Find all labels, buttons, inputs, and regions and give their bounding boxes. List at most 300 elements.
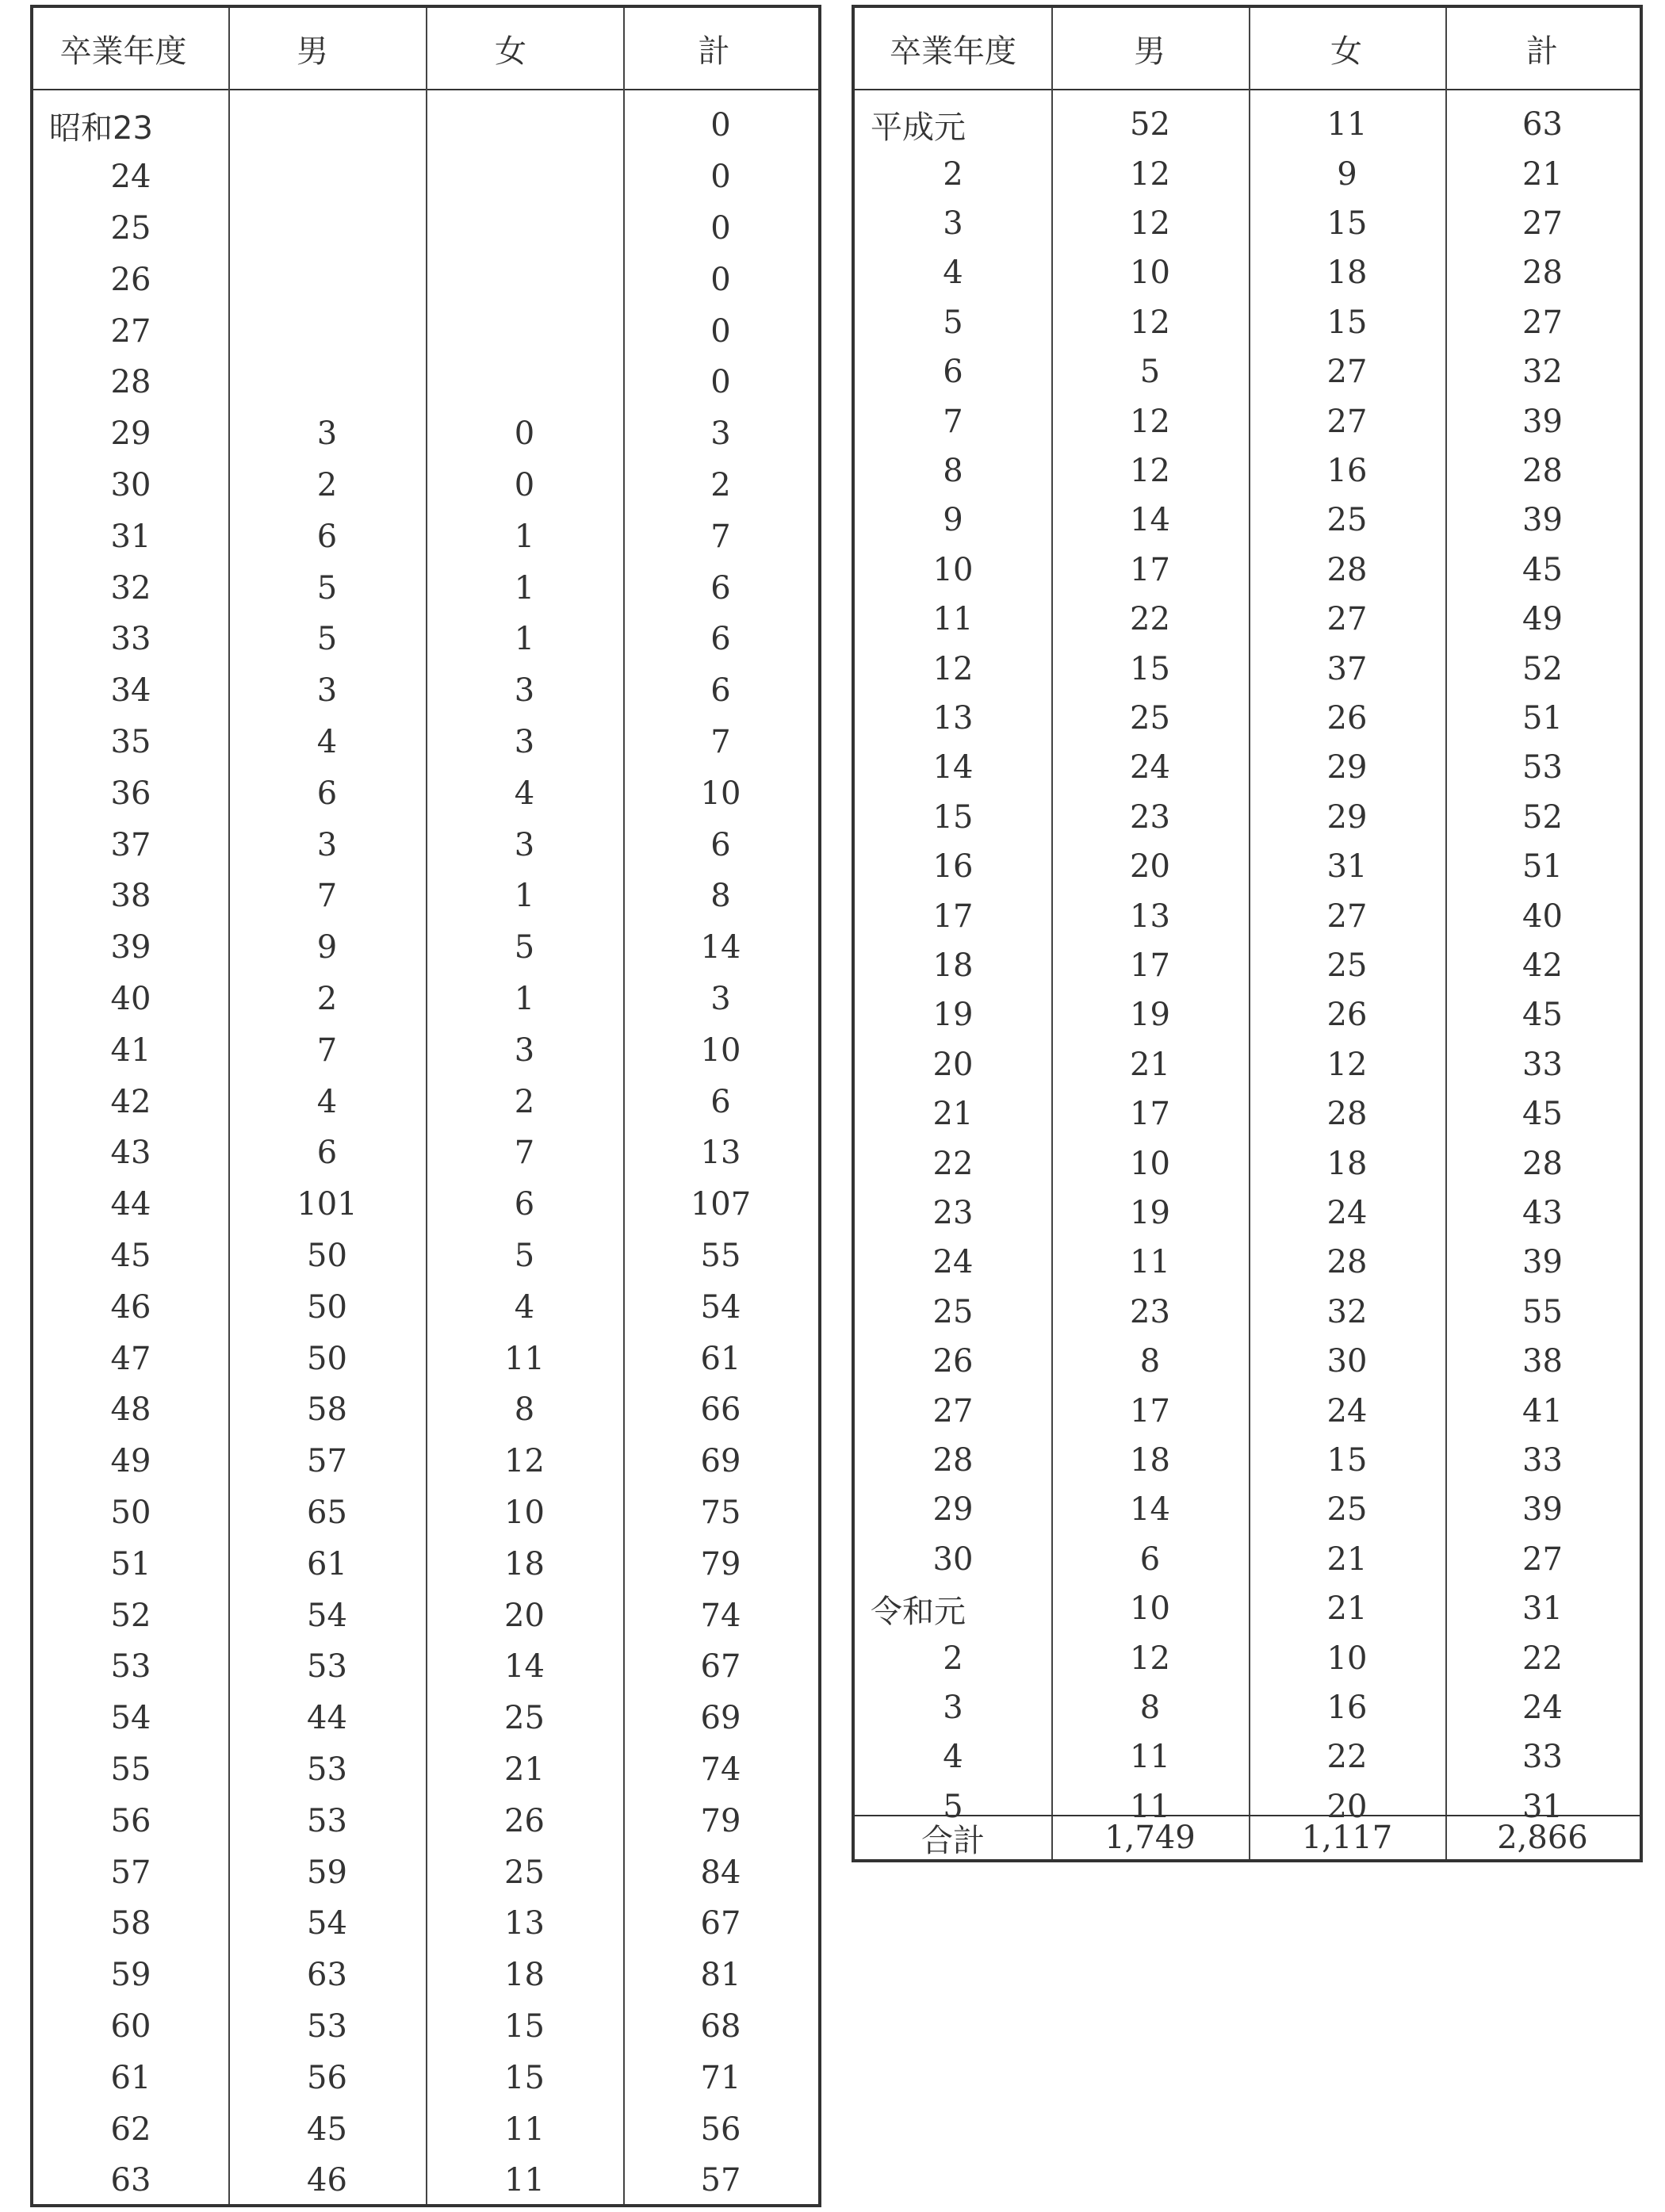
table-row	[855, 743, 1640, 792]
cell-male: 53	[307, 1648, 347, 1686]
table-row	[855, 1683, 1640, 1732]
cell-female: 1	[514, 569, 535, 607]
cell-male: 50	[307, 1237, 347, 1274]
cell-total: 39	[1522, 502, 1563, 539]
cell-male: 58	[307, 1391, 347, 1429]
table-row	[855, 1436, 1640, 1485]
cell-male: 45	[307, 2111, 347, 2148]
cell-total: 39	[1522, 403, 1563, 440]
cell-year: 24	[932, 1244, 974, 1281]
cell-year: 28	[110, 364, 151, 401]
table-row	[33, 1693, 818, 1744]
cell-female: 21	[1326, 1590, 1368, 1628]
cell-female: 11	[504, 2111, 545, 2148]
cell-male: 54	[307, 1905, 347, 1942]
table-row	[855, 298, 1640, 347]
cell-male: 23	[1130, 1293, 1170, 1330]
cell-total: 27	[1522, 205, 1563, 242]
table-row	[33, 1179, 818, 1230]
cell-year: 30	[110, 466, 151, 503]
cell-male: 18	[1130, 1441, 1170, 1479]
cell-male: 6	[1139, 1540, 1161, 1578]
cell-total: 6	[710, 569, 731, 607]
cell-total: 28	[1522, 452, 1563, 489]
cell-female: 12	[1326, 1046, 1368, 1083]
cell-female: 15	[1326, 304, 1368, 341]
cell-female: 1	[514, 621, 535, 658]
cell-male: 6	[316, 518, 338, 555]
table-row	[33, 1538, 818, 1590]
cell-female: 26	[504, 1802, 545, 1839]
cell-male: 9	[316, 929, 338, 966]
cell-male: 20	[1130, 848, 1170, 886]
cell-female: 11	[1326, 106, 1368, 144]
cell-female: 11	[504, 1340, 545, 1377]
cell-year: 4	[943, 1739, 963, 1776]
cell-year: 30	[932, 1540, 974, 1578]
cell-total: 27	[1522, 1540, 1563, 1578]
cell-year: 50	[110, 1494, 151, 1531]
table-row	[855, 793, 1640, 842]
cell-total: 68	[700, 2007, 741, 2045]
cell-female: 13	[504, 1905, 545, 1942]
cell-female: 0	[514, 466, 535, 503]
table-row	[33, 203, 818, 254]
table-row	[855, 1139, 1640, 1188]
cell-year: 令和元	[871, 1593, 966, 1630]
cell-total: 52	[1522, 650, 1563, 687]
cell-total: 55	[700, 1237, 741, 1274]
cell-year: 25	[110, 209, 151, 247]
cell-female: 15	[504, 2059, 545, 2096]
cell-year: 23	[932, 1194, 974, 1231]
cell-year: 54	[110, 1700, 151, 1737]
cell-year: 28	[932, 1441, 974, 1479]
cell-year: 16	[932, 848, 974, 886]
cell-total: 45	[1522, 1096, 1563, 1133]
table-row	[33, 1744, 818, 1796]
cell-male: 5	[1139, 354, 1161, 391]
cell-male: 22	[1130, 601, 1170, 638]
cell-year: 38	[110, 878, 151, 915]
cell-year: 18	[932, 947, 974, 984]
cell-year: 15	[932, 798, 974, 836]
cell-female: 20	[1326, 1788, 1368, 1825]
cell-female: 0	[514, 415, 535, 453]
table-row	[33, 2155, 818, 2206]
cell-male: 19	[1130, 997, 1170, 1034]
table-row	[855, 1633, 1640, 1682]
cell-year: 14	[932, 749, 974, 786]
table-row	[33, 562, 818, 614]
cell-female: 27	[1326, 403, 1368, 440]
cell-female: 28	[1326, 1096, 1368, 1133]
header-female: 女	[495, 33, 526, 70]
table-row	[855, 446, 1640, 496]
table-row	[33, 1487, 818, 1539]
cell-female	[426, 305, 623, 357]
cell-female: 25	[1326, 947, 1368, 984]
cell-year: 4	[943, 254, 963, 292]
cell-male: 14	[1130, 1491, 1170, 1529]
cell-total: 33	[1522, 1739, 1563, 1776]
cell-female: 24	[1326, 1194, 1368, 1231]
table-row	[33, 767, 818, 819]
table-row	[33, 1436, 818, 1487]
cell-male: 12	[1130, 403, 1170, 440]
cell-female: 15	[1326, 1441, 1368, 1479]
cell-total: 2	[710, 466, 731, 503]
cell-male: 12	[1130, 205, 1170, 242]
cell-female: 4	[514, 775, 535, 812]
cell-female: 18	[504, 1957, 545, 1994]
cell-total: 0	[710, 209, 731, 247]
cell-total: 52	[1522, 798, 1563, 836]
cell-male: 46	[307, 2162, 347, 2199]
cell-year: 61	[110, 2059, 151, 2096]
table-row	[855, 100, 1640, 149]
cell-male: 15	[1130, 650, 1170, 687]
cell-year: 13	[932, 699, 974, 737]
cell-year: 47	[110, 1340, 151, 1377]
cell-total: 10	[700, 775, 741, 812]
cell-total: 40	[1522, 897, 1563, 935]
cell-year: 37	[110, 826, 151, 863]
cell-total: 74	[700, 1597, 741, 1634]
cell-male: 7	[316, 1031, 338, 1069]
cell-male: 61	[307, 1545, 347, 1582]
cell-year: 27	[932, 1392, 974, 1429]
cell-male: 59	[307, 1854, 347, 1891]
cell-year: 48	[110, 1391, 151, 1429]
table-row	[33, 1076, 818, 1127]
cell-female: 1	[514, 878, 535, 915]
cell-female: 9	[1337, 155, 1357, 193]
cell-year: 58	[110, 1905, 151, 1942]
cell-total: 31	[1522, 1590, 1563, 1628]
cell-total: 69	[700, 1443, 741, 1480]
cell-male: 6	[316, 1135, 338, 1172]
cell-male	[228, 203, 426, 254]
table-row	[33, 1950, 818, 2001]
cell-male: 24	[1130, 749, 1170, 786]
cell-male: 12	[1130, 155, 1170, 193]
cell-year: 25	[932, 1293, 974, 1330]
cell-male	[228, 305, 426, 357]
cell-year: 29	[932, 1491, 974, 1529]
cell-year: 43	[110, 1135, 151, 1172]
cell-total: 57	[700, 2162, 741, 2199]
cell-year: 22	[932, 1145, 974, 1182]
cell-total: 49	[1522, 601, 1563, 638]
cell-male	[228, 100, 426, 151]
cell-total: 39	[1522, 1244, 1563, 1281]
table-row	[33, 1024, 818, 1076]
cell-total: 51	[1522, 699, 1563, 737]
cell-male: 8	[1139, 1343, 1161, 1380]
table-row	[855, 644, 1640, 693]
cell-male: 12	[1130, 304, 1170, 341]
cell-female: 15	[504, 2007, 545, 2045]
grand-total-row	[855, 1815, 1640, 1859]
cell-year: 26	[110, 261, 151, 298]
cell-total: 71	[700, 2059, 741, 2096]
table-row	[33, 305, 818, 357]
cell-total: 0	[710, 159, 731, 196]
cell-total: 3	[710, 980, 731, 1017]
cell-female: 28	[1326, 1244, 1368, 1281]
cell-total: 7	[710, 518, 731, 555]
cell-total: 6	[710, 621, 731, 658]
table-row	[855, 545, 1640, 595]
cell-total: 0	[710, 261, 731, 298]
cell-female: 26	[1326, 699, 1368, 737]
cell-year: 51	[110, 1545, 151, 1582]
cell-female: 25	[504, 1700, 545, 1737]
cell-female	[426, 357, 623, 408]
table-row	[855, 1535, 1640, 1584]
cell-male: 12	[1130, 1640, 1170, 1677]
cell-male: 10	[1130, 254, 1170, 292]
grand-total-total: 2,866	[1497, 1820, 1588, 1856]
cell-year: 63	[110, 2162, 151, 2199]
grand-total-female: 1,117	[1301, 1820, 1393, 1856]
cell-year: 3	[943, 1689, 963, 1726]
cell-total: 32	[1522, 354, 1563, 391]
cell-female: 20	[504, 1597, 545, 1634]
cell-male: 4	[316, 1083, 338, 1120]
cell-female: 8	[514, 1391, 535, 1429]
cell-total: 84	[700, 1854, 741, 1891]
cell-male: 2	[316, 466, 338, 503]
cell-male: 8	[1139, 1689, 1161, 1726]
cell-year: 11	[932, 601, 974, 638]
cell-female: 25	[1326, 1491, 1368, 1529]
cell-total: 31	[1522, 1788, 1563, 1825]
cell-total: 43	[1522, 1194, 1563, 1231]
cell-female: 10	[1326, 1640, 1368, 1677]
cell-year: 5	[943, 304, 963, 341]
table-row	[855, 1188, 1640, 1238]
cell-total: 14	[700, 929, 741, 966]
cell-year: 46	[110, 1288, 151, 1326]
table-row	[855, 891, 1640, 940]
cell-total: 42	[1522, 947, 1563, 984]
cell-year: 52	[110, 1597, 151, 1634]
cell-year: 36	[110, 775, 151, 812]
cell-male: 6	[316, 775, 338, 812]
cell-female: 5	[514, 929, 535, 966]
cell-male: 21	[1130, 1046, 1170, 1083]
table-row	[33, 922, 818, 974]
cell-total: 75	[700, 1494, 741, 1531]
table-row	[33, 408, 818, 460]
table-row	[855, 595, 1640, 644]
cell-female: 14	[504, 1648, 545, 1686]
table-row	[855, 1386, 1640, 1435]
cell-year: 24	[110, 159, 151, 196]
cell-female	[426, 203, 623, 254]
cell-male: 17	[1130, 947, 1170, 984]
table-row	[33, 974, 818, 1025]
cell-female: 16	[1326, 1689, 1368, 1726]
cell-male: 52	[1130, 106, 1170, 144]
cell-total: 0	[710, 364, 731, 401]
cell-year: 9	[943, 502, 963, 539]
cell-year: 49	[110, 1443, 151, 1480]
cell-male: 53	[307, 2007, 347, 2045]
cell-total: 55	[1522, 1293, 1563, 1330]
cell-female: 7	[514, 1135, 535, 1172]
cell-male: 11	[1130, 1788, 1170, 1825]
cell-total: 54	[700, 1288, 741, 1326]
table-row	[855, 694, 1640, 743]
cell-year: 40	[110, 980, 151, 1017]
cell-male: 25	[1130, 699, 1170, 737]
cell-female: 12	[504, 1443, 545, 1480]
cell-male: 17	[1130, 1096, 1170, 1133]
cell-male: 65	[307, 1494, 347, 1531]
cell-total: 6	[710, 826, 731, 863]
cell-year: 33	[110, 621, 151, 658]
cell-year: 42	[110, 1083, 151, 1120]
table-row	[33, 1898, 818, 1950]
header-female: 女	[1330, 33, 1362, 70]
cell-year: 53	[110, 1648, 151, 1686]
cell-male	[228, 357, 426, 408]
cell-male: 12	[1130, 452, 1170, 489]
cell-year: 10	[932, 551, 974, 588]
cell-female: 6	[514, 1186, 535, 1223]
table-row	[33, 2103, 818, 2155]
cell-total: 53	[1522, 749, 1563, 786]
cell-year: 60	[110, 2007, 151, 2045]
cell-female: 3	[514, 723, 535, 760]
cell-total: 3	[710, 415, 731, 453]
cell-total: 63	[1522, 106, 1563, 144]
table-header	[855, 8, 1640, 90]
cell-male: 3	[316, 415, 338, 453]
cell-year: 41	[110, 1031, 151, 1069]
cell-female: 30	[1326, 1343, 1368, 1380]
cell-female: 27	[1326, 897, 1368, 935]
cell-male: 7	[316, 878, 338, 915]
header-total: 計	[1526, 33, 1558, 70]
cell-year: 27	[110, 312, 151, 350]
cell-female: 21	[1326, 1540, 1368, 1578]
cell-male: 17	[1130, 1392, 1170, 1429]
cell-female: 37	[1326, 650, 1368, 687]
cell-year: 39	[110, 929, 151, 966]
table-row	[855, 396, 1640, 446]
table-row	[33, 2001, 818, 2053]
cell-total: 79	[700, 1802, 741, 1839]
table-row	[33, 1590, 818, 1641]
table-row	[33, 1847, 818, 1898]
cell-year: 7	[943, 403, 963, 440]
cell-year: 35	[110, 723, 151, 760]
table-row	[33, 1127, 818, 1179]
table-row	[33, 1384, 818, 1436]
cell-year: 29	[110, 415, 151, 453]
table-row	[855, 1288, 1640, 1337]
cell-total: 38	[1522, 1343, 1563, 1380]
table-row	[33, 511, 818, 562]
table-row	[855, 1337, 1640, 1386]
cell-total: 10	[700, 1031, 741, 1069]
cell-male: 44	[307, 1700, 347, 1737]
cell-female: 5	[514, 1237, 535, 1274]
cell-female: 21	[504, 1751, 545, 1788]
cell-total: 66	[700, 1391, 741, 1429]
cell-year: 34	[110, 672, 151, 710]
cell-year: 2	[943, 1640, 963, 1677]
cell-female: 32	[1326, 1293, 1368, 1330]
table-row	[855, 199, 1640, 248]
cell-total: 45	[1522, 551, 1563, 588]
cell-female: 3	[514, 826, 535, 863]
cell-female: 18	[1326, 254, 1368, 292]
cell-total: 6	[710, 1083, 731, 1120]
cell-year: 44	[110, 1186, 151, 1223]
cell-year: 6	[943, 354, 963, 391]
cell-year: 57	[110, 1854, 151, 1891]
table-row	[855, 149, 1640, 198]
cell-total: 39	[1522, 1491, 1563, 1529]
table-row	[33, 819, 818, 871]
cell-male: 57	[307, 1443, 347, 1480]
cell-female: 10	[504, 1494, 545, 1531]
header-year: 卒業年度	[59, 33, 187, 70]
cell-female: 3	[514, 672, 535, 710]
table-row	[855, 496, 1640, 545]
table-row	[33, 717, 818, 768]
cell-female: 24	[1326, 1392, 1368, 1429]
cell-male: 50	[307, 1340, 347, 1377]
cell-female: 25	[504, 1854, 545, 1891]
table-row	[33, 1230, 818, 1282]
cell-female: 18	[504, 1545, 545, 1582]
cell-year: 平成元	[871, 109, 966, 146]
cell-male: 2	[316, 980, 338, 1017]
table-row	[855, 1238, 1640, 1287]
cell-male: 4	[316, 723, 338, 760]
cell-male: 19	[1130, 1194, 1170, 1231]
cell-total: 33	[1522, 1046, 1563, 1083]
cell-year: 31	[110, 518, 151, 555]
cell-total: 51	[1522, 848, 1563, 886]
cell-female: 1	[514, 980, 535, 1017]
cell-female	[426, 100, 623, 151]
cell-female: 11	[504, 2162, 545, 2199]
cell-female	[426, 254, 623, 305]
cell-female	[426, 151, 623, 203]
cell-total: 74	[700, 1751, 741, 1788]
table-row	[33, 2052, 818, 2103]
cell-total: 79	[700, 1545, 741, 1582]
cell-female: 15	[1326, 205, 1368, 242]
cell-female: 28	[1326, 551, 1368, 588]
cell-total: 67	[700, 1905, 741, 1942]
cell-male: 54	[307, 1597, 347, 1634]
cell-year: 32	[110, 569, 151, 607]
cell-year: 昭和23	[49, 109, 153, 147]
cell-year: 20	[932, 1046, 974, 1083]
cell-total: 8	[710, 878, 731, 915]
cell-male: 23	[1130, 798, 1170, 836]
cell-male	[228, 254, 426, 305]
table-row	[855, 1040, 1640, 1089]
